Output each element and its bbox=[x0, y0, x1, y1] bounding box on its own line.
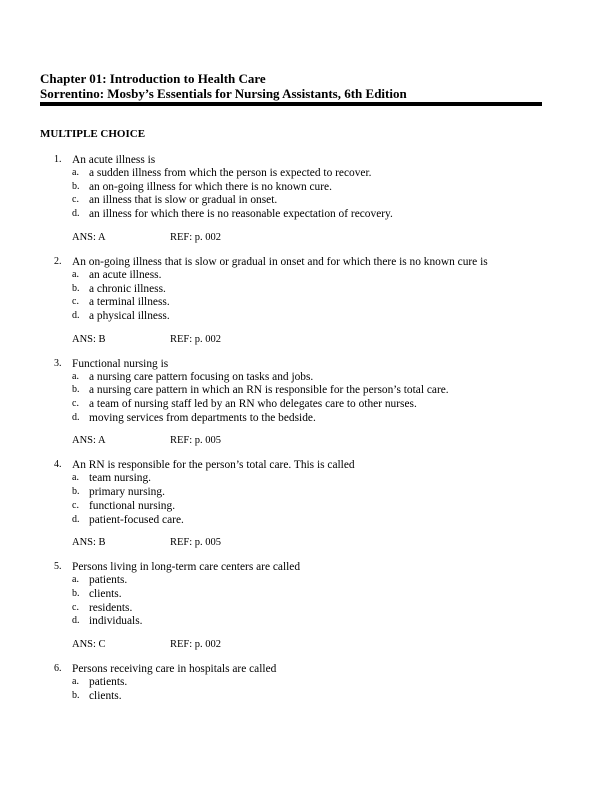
option-letter: b. bbox=[72, 384, 80, 396]
question-1 bbox=[40, 153, 560, 244]
answer-option bbox=[40, 514, 560, 528]
question-text: Persons receiving care in hospitals are called bbox=[72, 663, 277, 676]
option-text: moving services from departments to the bedside. bbox=[89, 411, 316, 424]
question-number: 1. bbox=[54, 154, 62, 165]
option-letter: d. bbox=[72, 615, 80, 627]
answer-option bbox=[40, 472, 560, 486]
answer-option bbox=[40, 588, 560, 602]
option-text: patient-focused care. bbox=[89, 513, 184, 526]
option-letter: c. bbox=[72, 398, 79, 410]
question-text: Persons living in long-term care centers are called bbox=[72, 561, 301, 574]
question-text: Functional nursing is bbox=[72, 357, 169, 370]
option-text: team nursing. bbox=[89, 472, 152, 485]
option-text: a nursing care pattern in which an RN is responsible for the person’s total care. bbox=[89, 384, 449, 397]
question-6 bbox=[40, 662, 560, 703]
page-reference: REF: p. 005 bbox=[170, 435, 222, 447]
question-number: 2. bbox=[54, 255, 62, 267]
question-3 bbox=[40, 357, 560, 448]
chapter-title: Chapter 01: Introduction to Health Care bbox=[40, 71, 266, 86]
question-2 bbox=[40, 255, 560, 346]
question-stem bbox=[40, 458, 560, 472]
question-list bbox=[40, 153, 560, 714]
option-letter: b. bbox=[72, 689, 80, 701]
header-rule bbox=[40, 102, 542, 106]
answer-key bbox=[40, 638, 560, 651]
option-letter: d. bbox=[72, 411, 80, 423]
answer-option bbox=[40, 194, 560, 208]
option-letter: d. bbox=[72, 208, 80, 220]
question-number: 3. bbox=[54, 357, 62, 369]
option-letter: a. bbox=[72, 268, 79, 280]
question-4 bbox=[40, 458, 560, 549]
option-letter: b. bbox=[72, 486, 80, 498]
option-letter: a. bbox=[72, 574, 79, 586]
page-reference: REF: p. 002 bbox=[170, 639, 222, 651]
option-letter: c. bbox=[72, 601, 79, 613]
option-letter: a. bbox=[72, 370, 79, 382]
answer-option bbox=[40, 615, 560, 629]
answer-value: ANS: A bbox=[72, 435, 106, 447]
option-letter: a. bbox=[72, 676, 79, 688]
question-stem bbox=[40, 560, 560, 574]
option-letter: a. bbox=[72, 167, 79, 178]
option-letter: d. bbox=[72, 309, 80, 321]
answer-option bbox=[40, 574, 560, 588]
question-5 bbox=[40, 560, 560, 651]
option-text: individuals. bbox=[89, 615, 143, 628]
option-text: an illness for which there is no reasonable expectation of recovery. bbox=[89, 208, 393, 221]
option-letter: a. bbox=[72, 472, 79, 484]
question-stem bbox=[40, 255, 560, 269]
answer-value: ANS: C bbox=[72, 639, 106, 651]
page-reference: REF: p. 002 bbox=[170, 231, 222, 243]
answer-option bbox=[40, 398, 560, 412]
option-letter: d. bbox=[72, 513, 80, 525]
option-text: primary nursing. bbox=[89, 486, 165, 499]
option-text: a chronic illness. bbox=[89, 282, 166, 295]
option-text: a nursing care pattern focusing on tasks and jobs. bbox=[89, 370, 314, 383]
question-stem bbox=[40, 153, 560, 167]
option-text: functional nursing. bbox=[89, 499, 176, 512]
answer-value: ANS: A bbox=[72, 231, 106, 243]
answer-option bbox=[40, 500, 560, 514]
answer-key bbox=[40, 231, 560, 244]
question-text: An on-going illness that is slow or gradual in onset and for which there is no known cure is bbox=[72, 255, 488, 268]
answer-option bbox=[40, 296, 560, 310]
option-text: patients. bbox=[89, 676, 128, 689]
answer-option bbox=[40, 208, 560, 222]
page-reference: REF: p. 005 bbox=[170, 537, 222, 549]
answer-option bbox=[40, 371, 560, 385]
option-text: residents. bbox=[89, 601, 133, 614]
option-text: a physical illness. bbox=[89, 309, 170, 322]
answer-option bbox=[40, 269, 560, 283]
option-letter: b. bbox=[72, 587, 80, 599]
option-text: clients. bbox=[89, 587, 122, 600]
question-stem bbox=[40, 662, 560, 676]
option-text: a sudden illness from which the person is expected to recover. bbox=[89, 167, 372, 179]
answer-key bbox=[40, 333, 560, 346]
answer-option bbox=[40, 486, 560, 500]
question-number: 4. bbox=[54, 459, 62, 471]
question-stem bbox=[40, 357, 560, 371]
question-number: 6. bbox=[54, 663, 62, 675]
option-text: clients. bbox=[89, 689, 122, 702]
option-letter: b. bbox=[72, 180, 80, 192]
answer-option bbox=[40, 690, 560, 704]
option-text: patients. bbox=[89, 574, 128, 587]
answer-option bbox=[40, 412, 560, 426]
answer-option bbox=[40, 602, 560, 616]
option-text: a team of nursing staff led by an RN who delegates care to other nurses. bbox=[89, 398, 417, 411]
answer-option bbox=[40, 167, 560, 181]
option-text: an acute illness. bbox=[89, 268, 162, 281]
option-letter: c. bbox=[72, 194, 79, 206]
answer-key bbox=[40, 536, 560, 549]
answer-option bbox=[40, 384, 560, 398]
answer-option bbox=[40, 283, 560, 297]
answer-option bbox=[40, 676, 560, 690]
question-text: An RN is responsible for the person’s total care. This is called bbox=[72, 459, 355, 472]
answer-option bbox=[40, 310, 560, 324]
option-letter: c. bbox=[72, 296, 79, 308]
answer-option bbox=[40, 181, 560, 195]
answer-value: ANS: B bbox=[72, 333, 106, 345]
option-letter: b. bbox=[72, 282, 80, 294]
answer-value: ANS: B bbox=[72, 537, 106, 549]
document-header bbox=[40, 71, 541, 101]
section-title: MULTIPLE CHOICE bbox=[40, 128, 146, 140]
book-title: Sorrentino: Mosby’s Essentials for Nursing Assistants, 6th Edition bbox=[40, 86, 407, 101]
option-letter: c. bbox=[72, 499, 79, 511]
option-text: an illness that is slow or gradual in onset. bbox=[89, 194, 278, 207]
page-reference: REF: p. 002 bbox=[170, 333, 222, 345]
option-text: a terminal illness. bbox=[89, 296, 170, 309]
answer-key bbox=[40, 434, 560, 447]
question-number: 5. bbox=[54, 561, 62, 573]
question-text: An acute illness is bbox=[72, 154, 156, 166]
option-text: an on-going illness for which there is no known cure. bbox=[89, 180, 332, 193]
